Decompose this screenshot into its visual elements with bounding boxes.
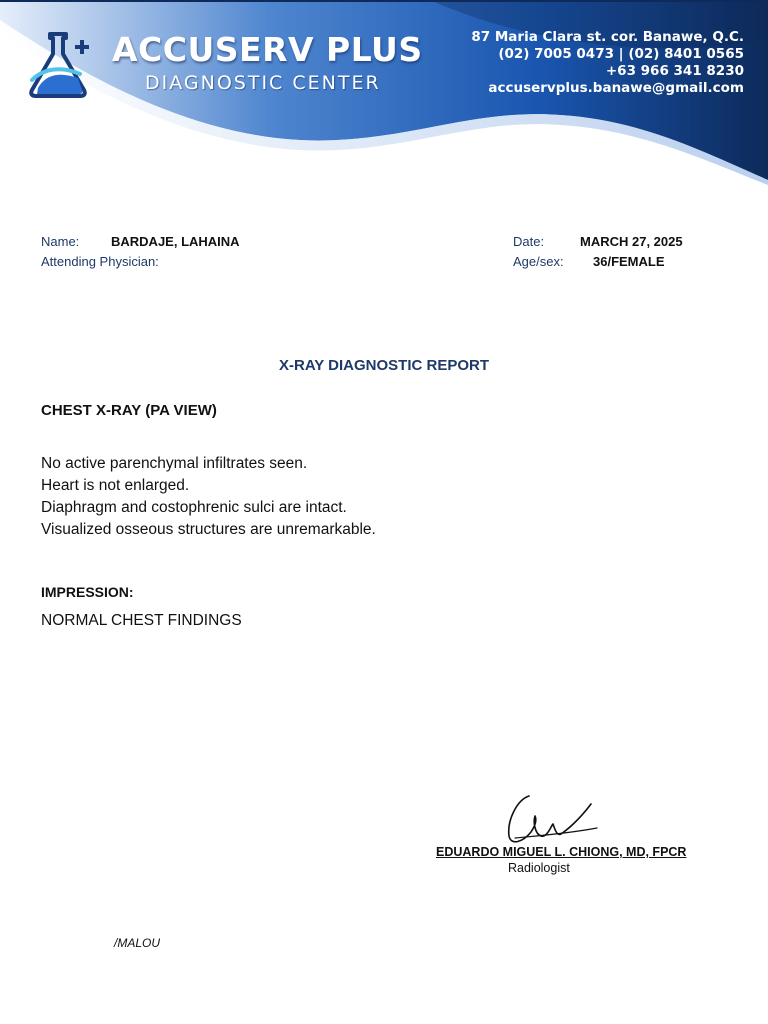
clinic-phones: (02) 7005 0473 | (02) 8401 0565 — [498, 46, 744, 62]
exam-heading: CHEST X-RAY (PA VIEW) — [41, 402, 217, 419]
radiologist-name: EDUARDO MIGUEL L. CHIONG, MD, FPCR — [436, 845, 687, 859]
findings-list — [41, 453, 376, 541]
finding-line: Diaphragm and costophrenic sulci are intact. — [41, 499, 347, 516]
impression-text: NORMAL CHEST FINDINGS — [41, 612, 242, 629]
contact-block — [471, 29, 744, 97]
impression-heading: IMPRESSION: — [41, 584, 134, 600]
date-label: Date: — [513, 234, 545, 249]
brand-name: ACCUSERV PLUS — [112, 30, 423, 69]
clinic-email: accuservplus.banawe@gmail.com — [488, 80, 744, 96]
physician-label: Attending Physician: — [41, 254, 159, 269]
clinic-address: 87 Maria Clara st. cor. Banawe, Q.C. — [471, 29, 744, 45]
clinic-mobile: +63 966 341 8230 — [605, 63, 744, 79]
age-sex-label: Age/sex: — [513, 254, 564, 269]
encoder-initials: /MALOU — [114, 936, 161, 950]
letterhead — [0, 0, 768, 185]
brand-subtitle: DIAGNOSTIC CENTER — [145, 72, 381, 94]
age-sex-value: 36/FEMALE — [593, 254, 665, 269]
radiologist-title: Radiologist — [508, 861, 570, 875]
finding-line: No active parenchymal infiltrates seen. — [41, 455, 308, 472]
patient-name: BARDAJE, LAHAINA — [111, 234, 240, 249]
finding-line: Heart is not enlarged. — [41, 477, 190, 494]
name-label: Name: — [41, 234, 80, 249]
signature-image — [495, 790, 605, 848]
report-date: MARCH 27, 2025 — [580, 234, 683, 249]
report-title: X-RAY DIAGNOSTIC REPORT — [278, 357, 490, 374]
finding-line: Visualized osseous structures are unremarkable. — [41, 521, 376, 538]
flask-plus-icon — [26, 28, 98, 100]
